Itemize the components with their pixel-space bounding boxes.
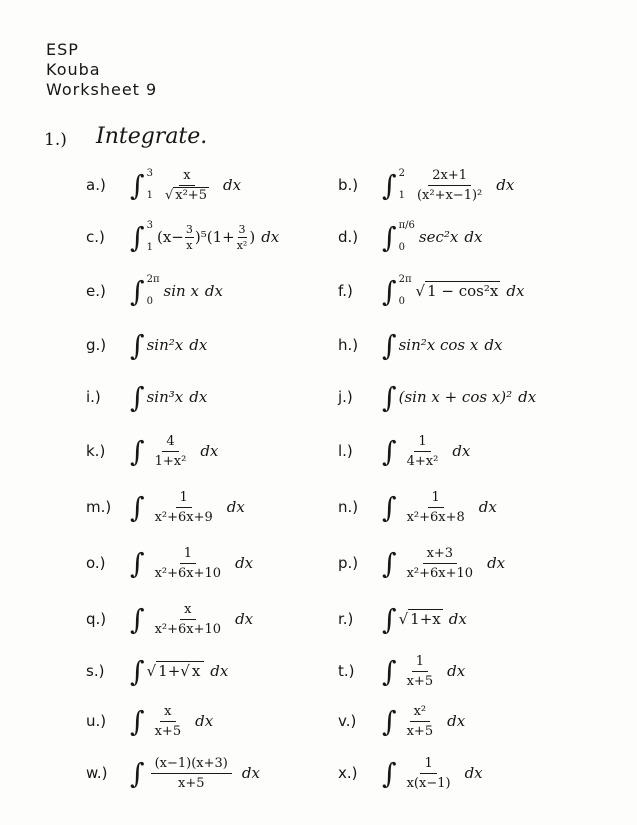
problem-label: j.) <box>338 388 353 406</box>
problem-expression: ∫ $\frac{x+3}{\text{x²+6x+10}}$ dx <box>382 545 506 581</box>
problem-label: m.) <box>86 498 112 516</box>
header-instructor: Kouba <box>46 60 101 79</box>
problem-label: i.) <box>86 388 101 406</box>
problem-s <box>86 646 356 696</box>
problem-label: l.) <box>338 442 353 460</box>
problem-u <box>86 696 356 746</box>
problem-x <box>338 748 608 798</box>
problem-label: o.) <box>86 554 106 572</box>
problem-expression: ∫ $\frac{1}{x(x-1)}$ dx <box>382 755 483 791</box>
problem-k <box>86 426 356 476</box>
problem-expression: ∫ 3 1 (x− $\frac{3}{x}$ )⁵(1+ $\frac{3}{\text{x²}}$ ) dx <box>130 220 280 254</box>
problem-label: w.) <box>86 764 108 782</box>
problem-expression: ∫ √ 1+x dx <box>382 603 467 636</box>
problem-expression: ∫ $\frac{(x-1)(x+3)}{x+5}$ dx <box>130 755 260 791</box>
problem-expression: ∫ $\frac{x}{\text{x²+6x+10}}$ dx <box>130 601 254 637</box>
problem-label: d.) <box>338 228 359 246</box>
question-title: Integrate. <box>96 124 208 149</box>
problem-label: b.) <box>338 176 359 194</box>
problem-o <box>86 538 356 588</box>
problem-expression: ∫ $\frac{1}{\text{x²+6x+9}}$ dx <box>130 489 245 525</box>
problem-label: t.) <box>338 662 355 680</box>
problem-expression: ∫ sin²x dx <box>130 329 208 362</box>
problem-expression: ∫ 2π 0 sin x dx <box>130 274 223 308</box>
problem-m <box>86 482 356 532</box>
problem-expression: ∫ $\frac{1}{\text{x²+6x+10}}$ dx <box>130 545 254 581</box>
problem-label: f.) <box>338 282 353 300</box>
problem-expression: ∫ sin²x cos x dx <box>382 329 503 362</box>
problem-expression: ∫ $\frac{4}{\text{1+x²}}$ dx <box>130 433 219 469</box>
problem-label: u.) <box>86 712 107 730</box>
problem-label: g.) <box>86 336 107 354</box>
problem-label: v.) <box>338 712 357 730</box>
problem-expression: ∫ $\frac{1}{\text{4+x²}}$ dx <box>382 433 471 469</box>
problem-expression: ∫ 2 1 $\frac{2x+1}{\text{(x²+x−1)²}}$ dx <box>382 167 515 203</box>
problem-h <box>338 320 608 370</box>
worksheet-header <box>46 40 157 100</box>
problem-i <box>86 372 356 422</box>
problem-expression: ∫ √ 1+√ x dx <box>130 655 229 688</box>
problem-g <box>86 320 356 370</box>
question-number: 1.) <box>44 130 67 150</box>
problem-f <box>338 266 608 316</box>
problem-expression: ∫ $\frac{1}{\text{x²+6x+8}}$ dx <box>382 489 497 525</box>
problem-expression: ∫ $\frac{\text{x²}}{x+5}$ dx <box>382 703 466 739</box>
problem-b <box>338 160 608 210</box>
problem-label: e.) <box>86 282 106 300</box>
problem-w <box>86 748 356 798</box>
problem-c <box>86 212 356 262</box>
problem-label: c.) <box>86 228 105 246</box>
problem-expression: ∫ $\frac{1}{x+5}$ dx <box>382 653 466 689</box>
problem-q <box>86 594 356 644</box>
problem-label: k.) <box>86 442 106 460</box>
problem-expression: ∫ $\frac{x}{x+5}$ dx <box>130 703 214 739</box>
problem-r <box>338 594 608 644</box>
problem-expression: ∫ 2π 0 √ 1 − cos²x dx <box>382 274 525 308</box>
problem-expression: ∫ 3 1 $\frac{x}{\text{√ x²+5}}$ dx <box>130 167 242 203</box>
problem-label: h.) <box>338 336 359 354</box>
problem-expression: ∫ sin³x dx <box>130 381 208 414</box>
problem-a <box>86 160 356 210</box>
problem-label: a.) <box>86 176 106 194</box>
problem-l <box>338 426 608 476</box>
header-course: ESP <box>46 40 79 59</box>
problem-label: q.) <box>86 610 107 628</box>
problem-v <box>338 696 608 746</box>
problem-label: x.) <box>338 764 358 782</box>
problem-label: s.) <box>86 662 105 680</box>
problem-label: r.) <box>338 610 354 628</box>
problem-label: n.) <box>338 498 359 516</box>
problem-expression: ∫ π/6 0 sec²x dx <box>382 220 483 254</box>
problem-p <box>338 538 608 588</box>
header-worksheet-title: Worksheet 9 <box>46 80 158 99</box>
problem-j <box>338 372 608 422</box>
problem-n <box>338 482 608 532</box>
problem-label: p.) <box>338 554 359 572</box>
problem-t <box>338 646 608 696</box>
problem-d <box>338 212 608 262</box>
problem-e <box>86 266 356 316</box>
problem-expression: ∫ (sin x + cos x)² dx <box>382 381 537 414</box>
